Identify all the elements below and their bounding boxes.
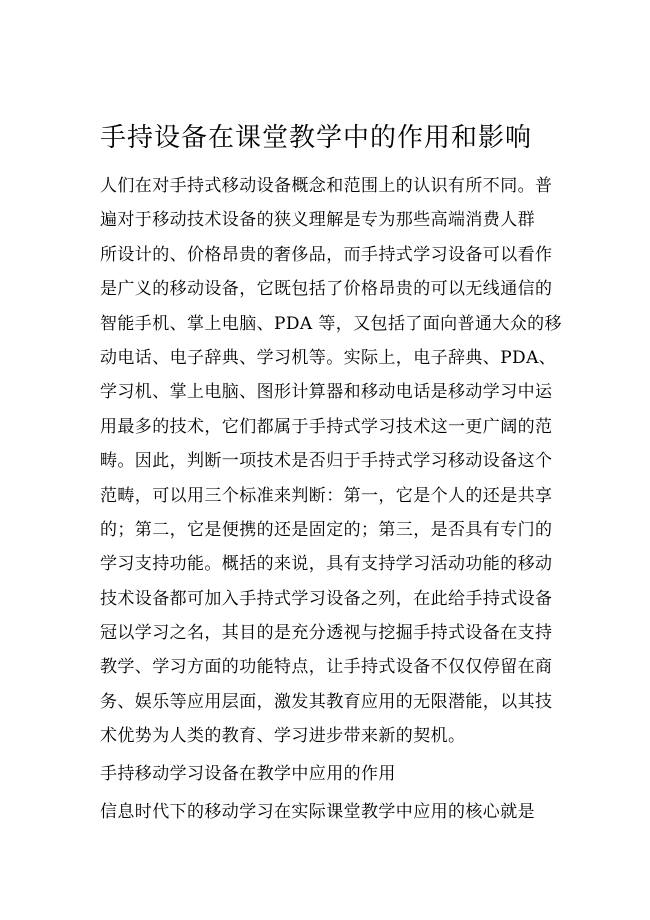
section-subheading: 手持移动学习设备在教学中应用的作用 [100, 764, 396, 784]
paragraph-line: 学习支持功能。概括的来说，具有支持学习活动功能的移动 [100, 554, 553, 575]
paragraph-line: 务、娱乐等应用层面，激发其教育应用的无限潜能，以其技 [100, 691, 553, 712]
paragraph-line: 人们在对手持式移动设备概念和范围上的认识有所不同。普 [100, 176, 553, 196]
paragraph-line: 范畴，可以用三个标准来判断：第一，它是个人的还是共享 [100, 485, 553, 506]
paragraph-1 [100, 169, 560, 754]
paragraph-line: 是广义的移动设备，它既包括了价格昂贵的可以无线通信的 [100, 279, 553, 300]
paragraph-line: 的；第二，它是便携的还是固定的；第三，是否具有专门的 [100, 519, 553, 540]
document-title: 手持设备在课堂教学中的作用和影响 [100, 123, 533, 153]
paragraph-line: 用最多的技术，它们都属于手持式学习技术这一更广阔的范 [100, 416, 553, 437]
paragraph-line: 冠以学习之名，其目的是充分透视与挖掘手持式设备在支持 [100, 623, 553, 644]
paragraph-line: 术优势为人类的教育、学习进步带来新的契机。 [100, 726, 466, 747]
paragraph-line: 畴。因此，判断一项技术是否归于手持式学习移动设备这个 [100, 451, 553, 472]
paragraph-line: 技术设备都可加入手持式学习设备之列，在此给手持式设备 [100, 588, 553, 609]
paragraph-line: 动电话、电子辞典、学习机等。实际上，电子辞典、PDA、 [100, 347, 557, 368]
paragraph-line: 所设计的、价格昂贵的奢侈品，而手持式学习设备可以看作 [100, 244, 553, 265]
paragraph-line: 学习机、掌上电脑、图形计算器和移动电话是移动学习中运 [100, 382, 553, 403]
paragraph-line: 信息时代下的移动学习在实际课堂教学中应用的核心就是 [100, 802, 535, 822]
paragraph-2 [100, 795, 560, 829]
paragraph-line: 遍对于移动技术设备的狭义理解是专为那些高端消费人群 [100, 210, 535, 231]
paragraph-line: 智能手机、掌上电脑、PDA 等，又包括了面向普通大众的移 [100, 313, 562, 334]
paragraph-line: 教学、学习方面的功能特点，让手持式设备不仅仅停留在商 [100, 657, 553, 678]
